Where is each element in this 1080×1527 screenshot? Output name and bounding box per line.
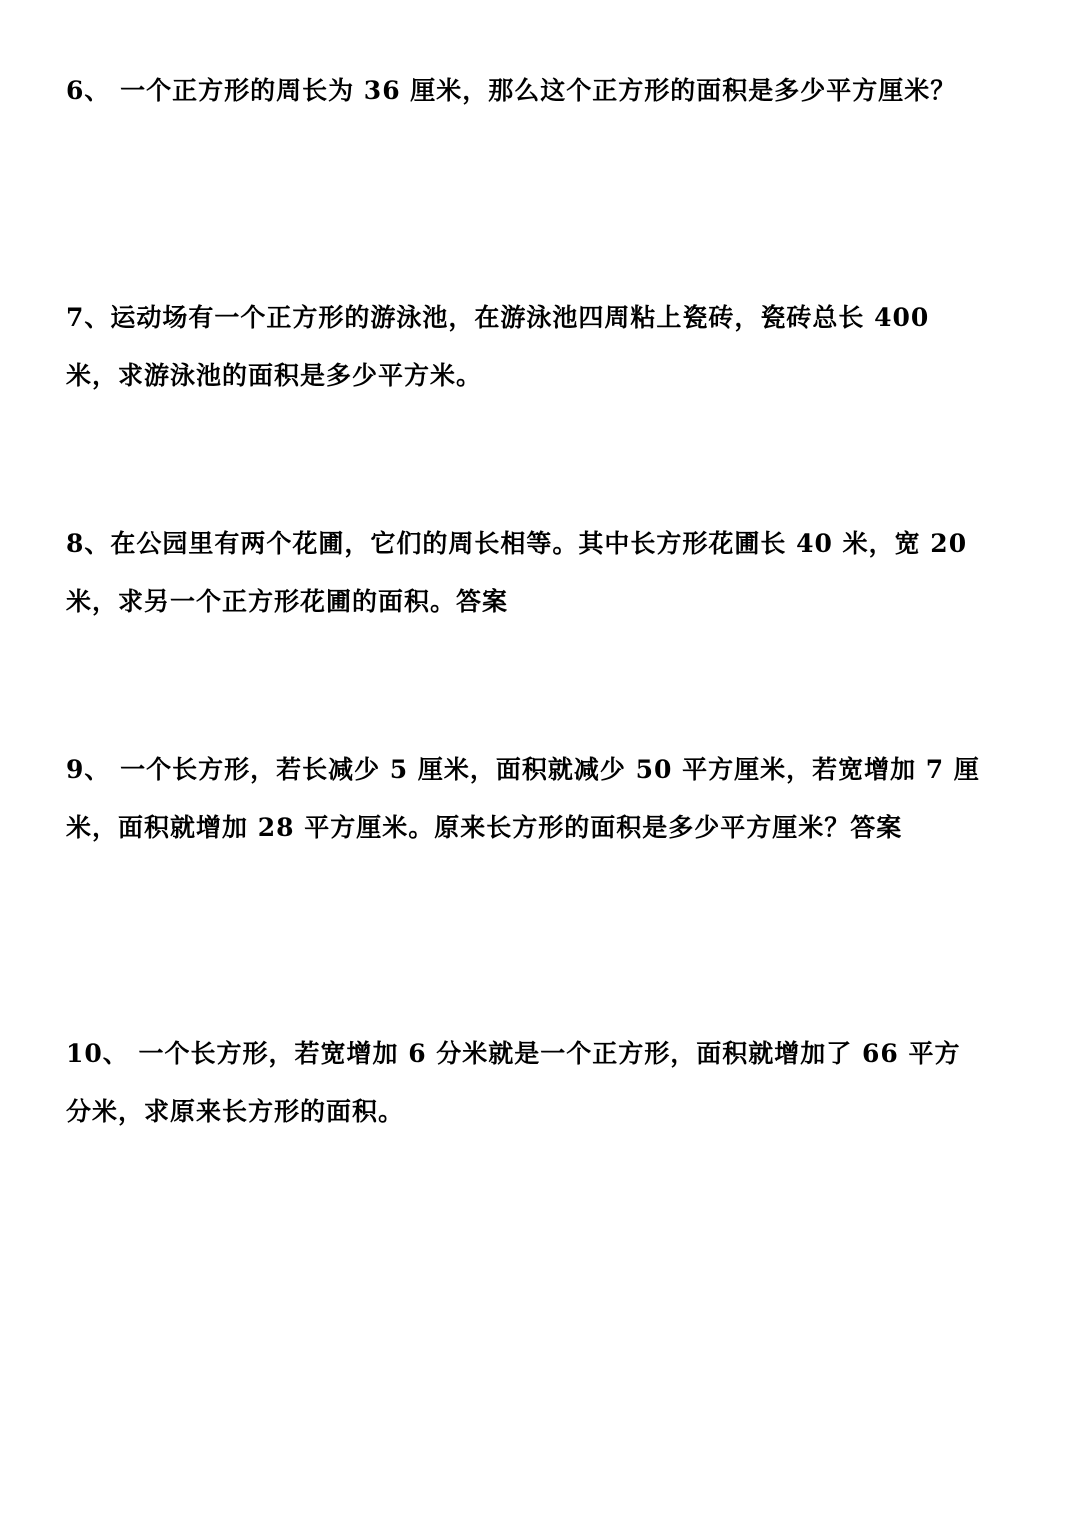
question-6-line-1: 6、 一个正方形的周长为 36 厘米，那么这个正方形的面积是多少平方厘米？ xyxy=(66,76,957,105)
question-7 xyxy=(66,289,1018,405)
question-7-line-2: 米，求游泳池的面积是多少平方米。 xyxy=(66,361,483,390)
question-8 xyxy=(66,515,1018,631)
question-9-line-1: 9、 一个长方形，若长减少 5 厘米，面积就减少 50 平方厘米，若宽增加 7 厘 xyxy=(66,755,980,784)
question-10-line-2: 分米，求原来长方形的面积。 xyxy=(66,1097,405,1126)
question-6 xyxy=(66,62,1018,120)
question-10-line-1: 10、 一个长方形，若宽增加 6 分米就是一个正方形，面积就增加了 66 平方 xyxy=(66,1039,961,1068)
question-8-line-1: 8、在公园里有两个花圃，它们的周长相等。其中长方形花圃长 40 米，宽 20 xyxy=(66,529,968,558)
question-9-line-2: 米，面积就增加 28 平方厘米。原来长方形的面积是多少平方厘米？答案 xyxy=(66,813,903,842)
question-9 xyxy=(66,741,1018,857)
question-7-line-1: 7、运动场有一个正方形的游泳池，在游泳池四周粘上瓷砖，瓷砖总长 400 xyxy=(66,303,930,332)
question-8-line-2: 米，求另一个正方形花圃的面积。答案 xyxy=(66,587,509,616)
question-10 xyxy=(66,1025,1018,1141)
